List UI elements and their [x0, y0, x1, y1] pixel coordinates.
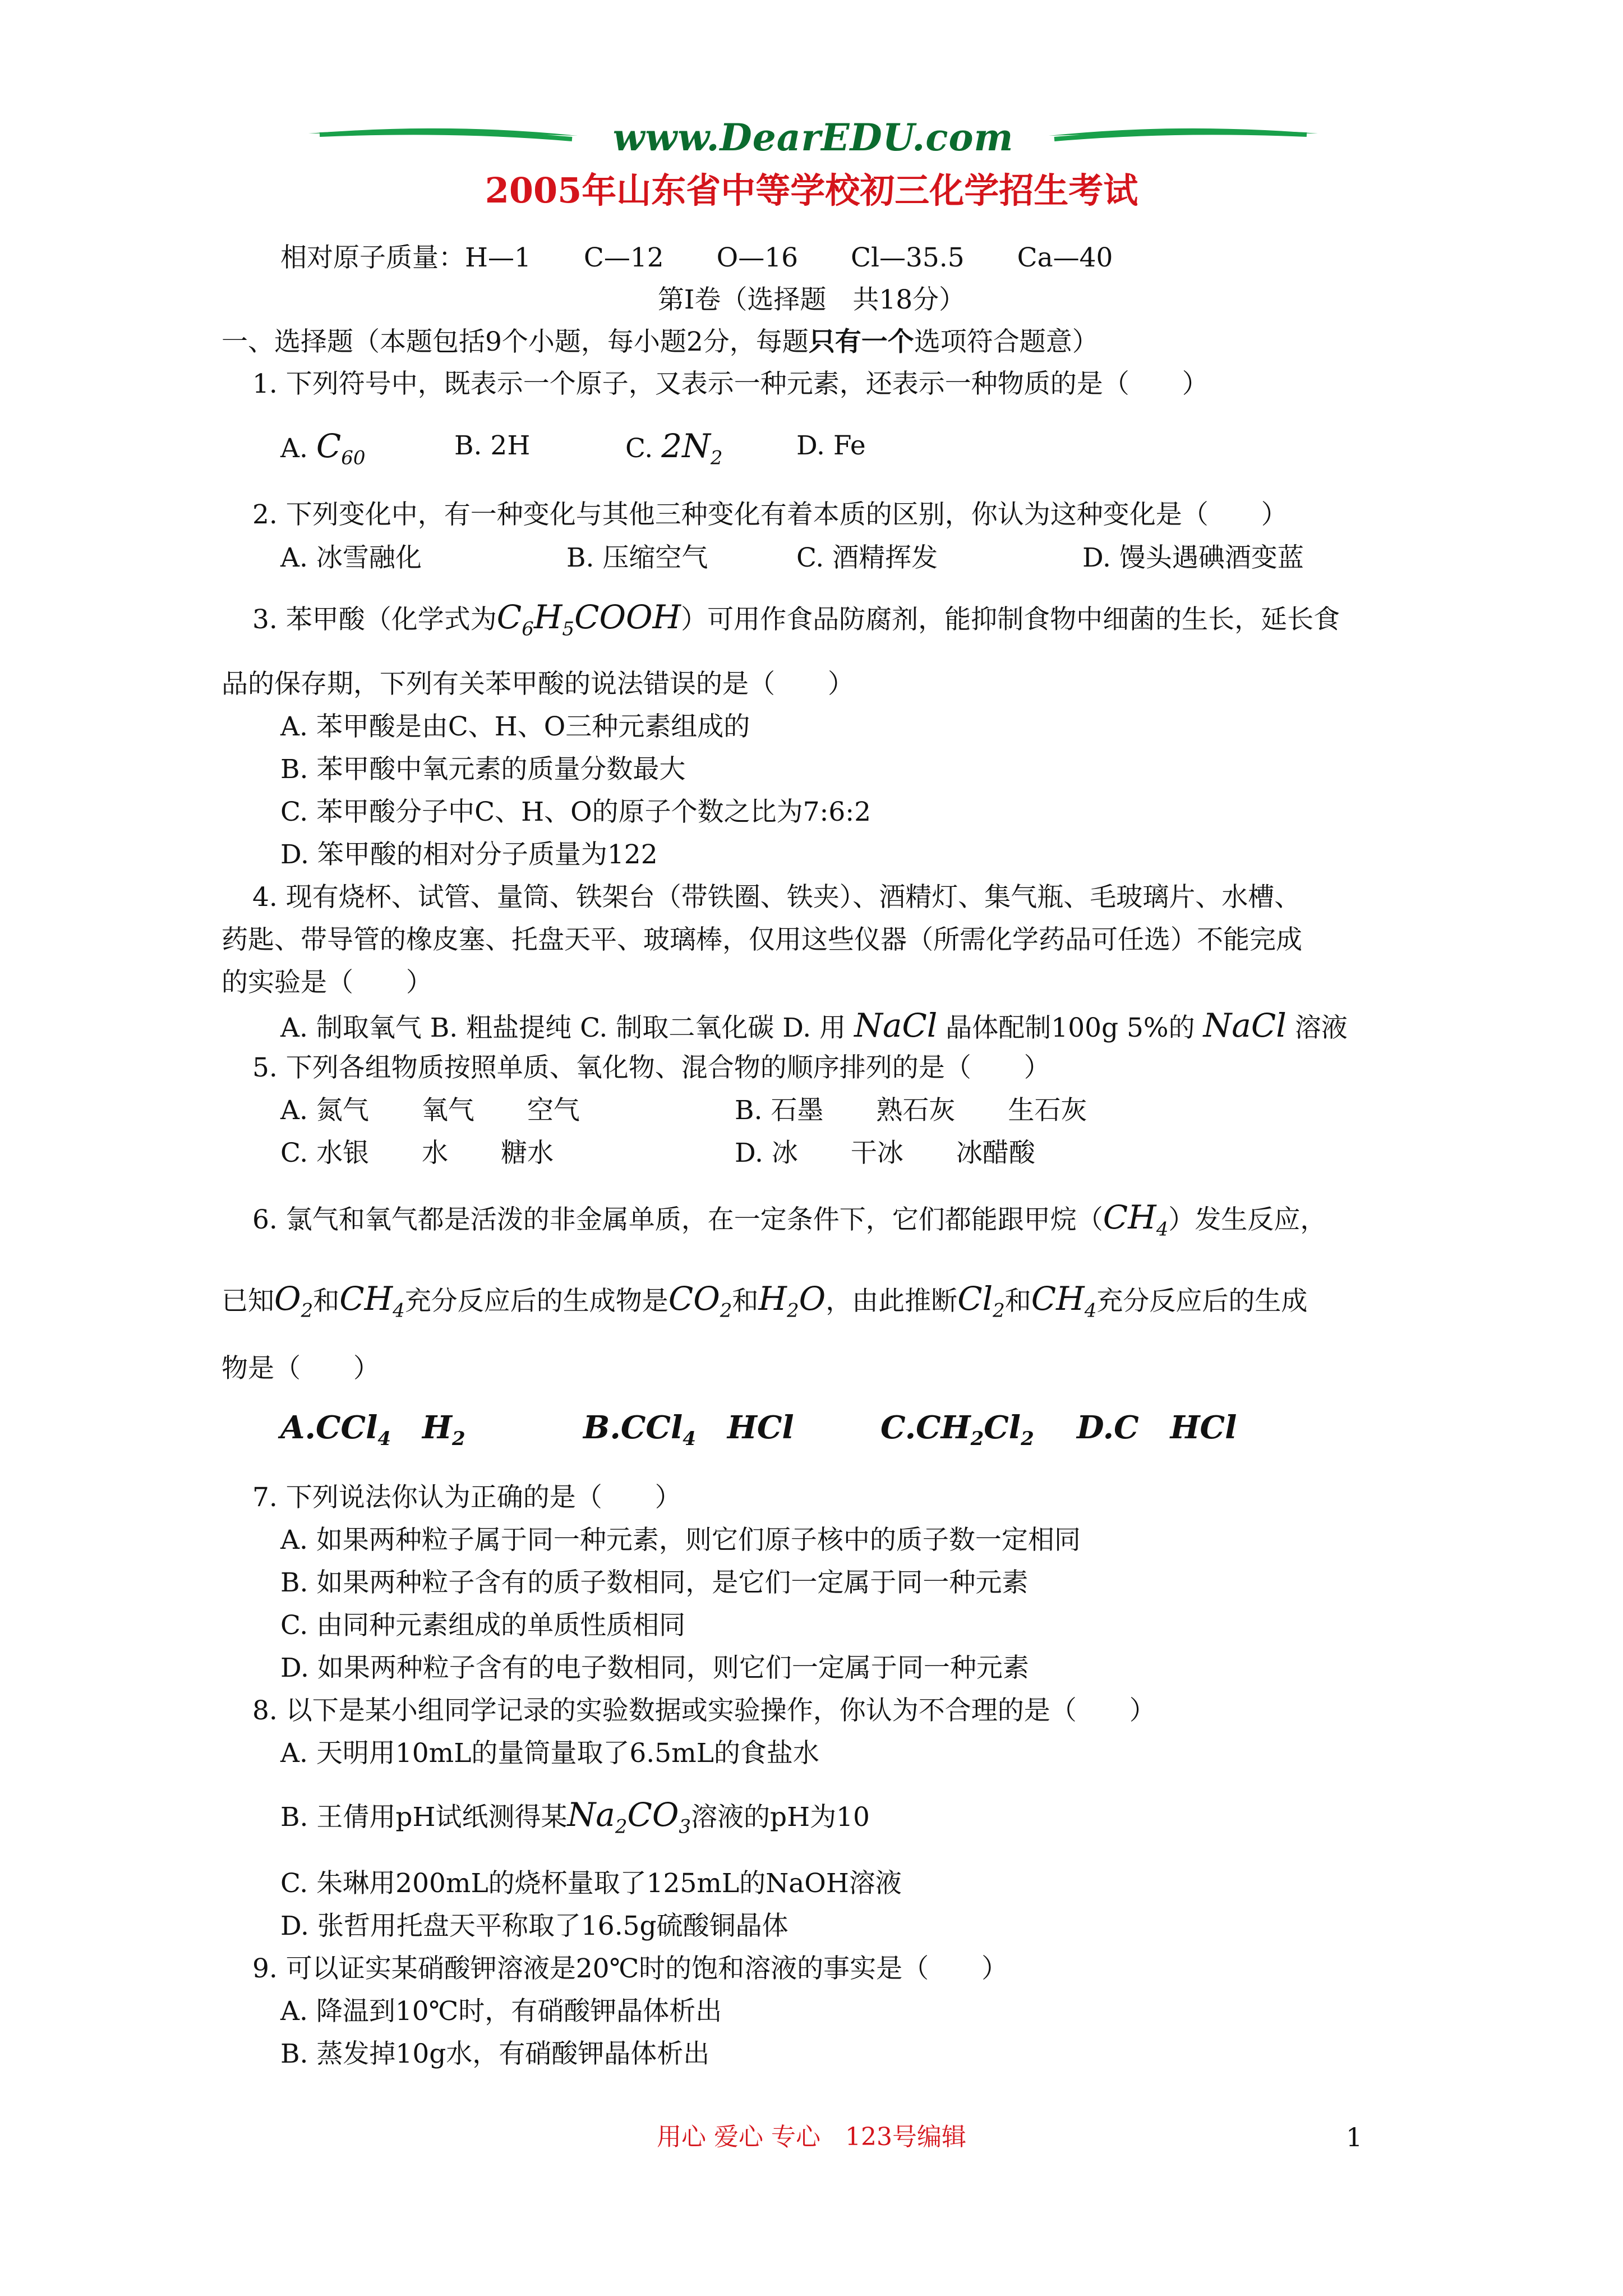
- section-title: 第Ⅰ卷（选择题 共18分）: [657, 284, 966, 315]
- q8-option-b: B. 王倩用pH试纸测得某$Na_2CO_3$溶液的pH为10: [280, 1796, 870, 1838]
- q2-option-d: D. 馒头遇碘酒变蓝: [1082, 542, 1304, 573]
- page-number: 1: [1346, 2122, 1363, 2152]
- q8-option-d: D. 张哲用托盘天平称取了16.5g硫酸铜晶体: [280, 1911, 789, 1941]
- atomic-masses: 相对原子质量：H—1 C—12 O—16 Cl—35.5 Ca—40: [280, 242, 1113, 273]
- part-instructions: 一、选择题（本题包括9个小题，每小题2分，每题只有一个选项符合题意）: [222, 326, 1099, 357]
- q6-stem: 6. 氯气和氧气都是活泼的非金属单质，在一定条件下，它们都能跟甲烷$(CH_4)$发生反应，: [252, 1198, 1327, 1241]
- q5-option-c: C. 水银 水 糖水: [280, 1138, 554, 1168]
- q7-option-b: B. 如果两种粒子含有的质子数相同，是它们一定属于同一种元素: [280, 1567, 1029, 1598]
- site-banner: [308, 112, 1318, 163]
- q4-stem-cont: 药匙、带导管的橡皮塞、托盘天平、玻璃棒，仅用这些仪器（所需化学药品可任选）不能完成: [222, 924, 1302, 955]
- q1-stem: 1. 下列符号中，既表示一个原子，又表示一种元素，还表示一种物质的是（ ）: [252, 369, 1209, 399]
- q5-option-b: B. 石墨 熟石灰 生石灰: [735, 1095, 1087, 1126]
- q3-option-b: B. 苯甲酸中氧元素的质量分数最大: [280, 754, 686, 785]
- q3-option-a: A. 苯甲酸是由C、H、O三种元素组成的: [280, 711, 750, 742]
- q9-option-a: A. 降温到10℃时，有硝酸钾晶体析出: [280, 1996, 722, 2027]
- q1-option-a: A. $C_{60}$: [280, 427, 366, 470]
- q1-option-c: C. $2N_2$: [625, 427, 723, 470]
- page-footer: 用心 爱心 专心 123号编辑: [657, 2123, 966, 2151]
- q2-stem: 2. 下列变化中，有一种变化与其他三种变化有着本质的区别，你认为这种变化是（ ）: [252, 499, 1288, 530]
- page-title: 2005年山东省中等学校初三化学招生考试: [485, 170, 1138, 211]
- q6-option-c: $C.CH_2Cl_2$: [880, 1409, 1034, 1451]
- q5-option-a: A. 氮气 氧气 空气: [280, 1095, 580, 1126]
- q2-option-c: C. 酒精挥发: [796, 542, 938, 573]
- q6-stem-cont: 已知$O_2$和$CH_4$充分反应后的生成物是$CO_2$和$H_2O$，由此推断$Cl_2$和$CH_4$充分反应后的生成: [222, 1280, 1308, 1322]
- q7-option-a: A. 如果两种粒子属于同一种元素，则它们原子核中的质子数一定相同: [280, 1525, 1081, 1556]
- q7-stem: 7. 下列说法你认为正确的是（ ）: [252, 1482, 681, 1513]
- q3-option-d: D. 笨甲酸的相对分子质量为122: [280, 839, 658, 870]
- q6-stem-end: 物是（ ）: [222, 1353, 380, 1384]
- q8-option-c: C. 朱琳用200mL的烧杯量取了125mL的NaOH溶液: [280, 1868, 902, 1899]
- q8-option-a: A. 天明用10mL的量筒量取了6.5mL的食盐水: [280, 1738, 819, 1769]
- q9-option-b: B. 蒸发掉10g水，有硝酸钾晶体析出: [280, 2039, 710, 2069]
- q4-stem: 4. 现有烧杯、试管、量筒、铁架台（带铁圈、铁夹）、酒精灯、集气瓶、毛玻璃片、水槽、: [252, 882, 1301, 913]
- q1-option-b: B. 2H: [454, 430, 531, 461]
- q5-option-d: D. 冰 干冰 冰醋酸: [735, 1138, 1035, 1168]
- q4-stem-end: 的实验是（ ）: [222, 967, 432, 998]
- q5-stem: 5. 下列各组物质按照单质、氧化物、混合物的顺序排列的是（ ）: [252, 1052, 1050, 1083]
- site-url: www.DearEDU.com: [612, 116, 1014, 159]
- q9-stem: 9. 可以证实某硝酸钾溶液是20℃时的饱和溶液的事实是（ ）: [252, 1953, 1008, 1984]
- q8-stem: 8. 以下是某小组同学记录的实验数据或实验操作，你认为不合理的是（ ）: [252, 1695, 1156, 1726]
- q3-option-c: C. 苯甲酸分子中C、H、O的原子个数之比为7:6:2: [280, 797, 872, 827]
- q3-stem: 3. 苯甲酸（化学式为$C_6H_5COOH$）可用作食品防腐剂，能抑制食物中细菌的生长，延长食: [252, 598, 1340, 641]
- q6-option-b: B.CCl$_4$ HCl: [583, 1409, 794, 1451]
- q4-options: A. 制取氧气 B. 粗盐提纯 C. 制取二氧化碳 D. 用 NaCl 晶体配制100g 5%的 NaCl 溶液: [280, 1006, 1348, 1045]
- q3-stem-cont: 品的保存期，下列有关苯甲酸的说法错误的是（ ）: [222, 669, 854, 700]
- q7-option-c: C. 由同种元素组成的单质性质相同: [280, 1610, 686, 1641]
- q7-option-d: D. 如果两种粒子含有的电子数相同，则它们一定属于同一种元素: [280, 1653, 1029, 1683]
- q6-option-d: D.C HCl: [1077, 1409, 1237, 1446]
- q6-option-a: A.CCl$_4$ $H_2$: [280, 1409, 465, 1451]
- q2-option-a: A. 冰雪融化: [280, 542, 422, 573]
- q1-option-d: D. Fe: [796, 430, 866, 461]
- q2-option-b: B. 压缩空气: [566, 542, 708, 573]
